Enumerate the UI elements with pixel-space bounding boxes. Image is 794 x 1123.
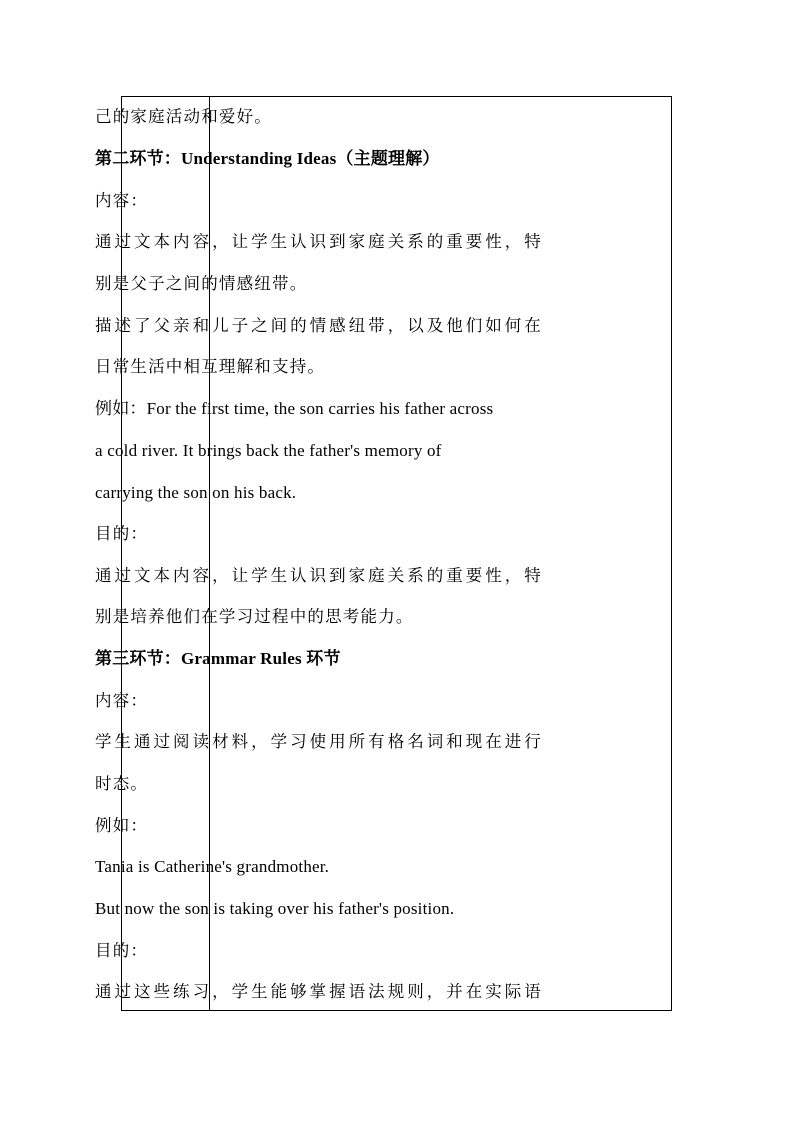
example-line: a cold river. It brings back the father's memory of [95,441,442,460]
text-line: 内容： [95,691,149,710]
section-heading-understanding-ideas: 第二环节：Understanding Ideas（主题理解） [95,149,440,168]
text-line: 通过这些练习，学生能够掌握语法规则，并在实际语 [95,982,542,1001]
text-line: 日常生活中相互理解和支持。 [95,357,326,376]
text-line: 别是培养他们在学习过程中的思考能力。 [95,607,414,626]
text-line: 例如： [95,816,149,835]
text-line: 目的： [95,941,149,960]
section-heading-grammar-rules: 第三环节：Grammar Rules 环节 [95,649,341,668]
text-line: 己的家庭活动和爱好。 [95,107,272,126]
text-line: 时态。 [95,774,149,793]
example-line: But now the son is taking over his father's position. [95,899,455,918]
example-line: Tania is Catherine's grandmother. [95,857,330,876]
text-line: 学生通过阅读材料，学习使用所有格名词和现在进行 [95,732,542,751]
text-line: 内容： [95,191,149,210]
text-line: 别是父子之间的情感纽带。 [95,274,308,293]
text-line: 通过文本内容，让学生认识到家庭关系的重要性，特 [95,566,542,585]
text-line: 目的： [95,524,149,543]
example-line: carrying the son on his back. [95,483,297,502]
text-line: 描述了父亲和儿子之间的情感纽带，以及他们如何在 [95,316,542,335]
example-line: 例如：For the first time, the son carries his father across [95,399,494,418]
text-line: 通过文本内容，让学生认识到家庭关系的重要性，特 [95,232,542,251]
